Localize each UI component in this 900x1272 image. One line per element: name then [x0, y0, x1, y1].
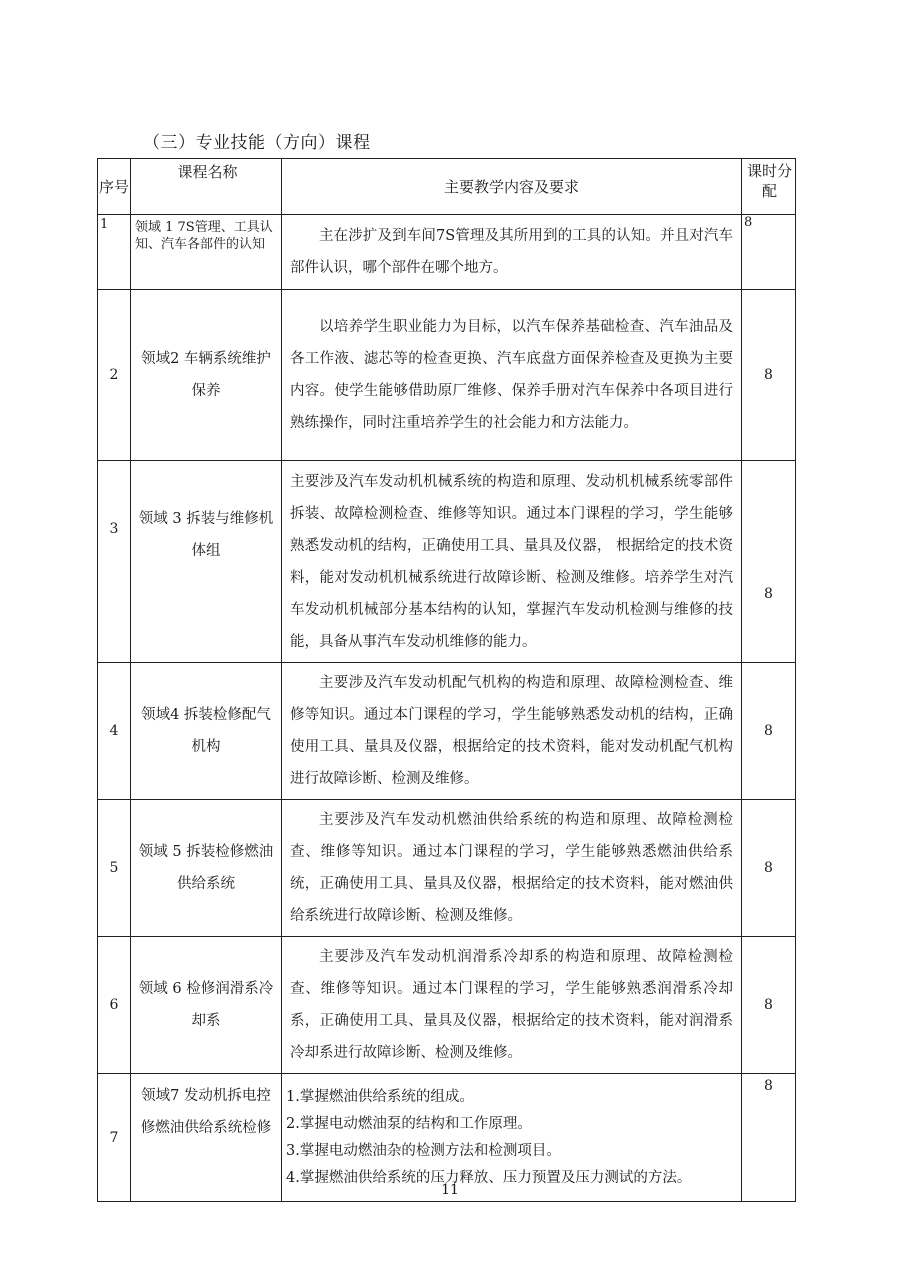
row-course-name: 领域4 拆装检修配气机构: [131, 663, 282, 800]
row-content: [282, 290, 742, 461]
list-item: 2.掌握电动燃油泵的结构和工作原理。: [286, 1115, 532, 1132]
row-course-name: 领域 5 拆装检修燃油供给系统: [131, 800, 282, 937]
row-no: 7: [98, 1074, 131, 1202]
row-no: 4: [98, 663, 131, 800]
table-row: [98, 937, 796, 1074]
table-row: [98, 461, 796, 663]
row-hours: 8: [742, 461, 796, 663]
row-content-text: 主要涉及汽车发动机机械系统的构造和原理、发动机机械系统零部件拆装、故障检测检查、维修等知识。通过本门课程的学习，学生能够熟悉发动机的结构，正确使用工具、量具及仪器， 根据给定的技术资料，能对发动机机械系统进行故障诊断、检测及维修。培养学生对汽车发动机机械部分基本结构的认知，掌握汽车发动机检测与维修的技能，具备从事汽车发动机维修的能力。: [290, 473, 733, 650]
row-course-name: 领域2 车辆系统维护保养: [131, 290, 282, 461]
page-number: 11: [441, 1182, 459, 1198]
row-content-text: 主要涉及汽车发动机润滑系冷却系的构造和原理、故障检测检查、维修等知识。通过本门课程的学习，学生能够熟悉润滑系冷却系，正确使用工具、量具及仪器，根据给定的技术资料，能对润滑系冷却系进行故障诊断、检测及维修。: [290, 949, 733, 1061]
course-table: [97, 158, 796, 1202]
header-no: 序号: [98, 159, 131, 215]
row-content: [282, 800, 742, 937]
row-hours: 8: [742, 937, 796, 1074]
row-hours: 8: [742, 290, 796, 461]
row-no: 1: [98, 215, 131, 290]
row-content: [282, 937, 742, 1074]
row-content-text: 主要涉及汽车发动机燃油供给系统的构造和原理、故障检测检查、维修等知识。通过本门课程的学习，学生能够熟悉燃油供给系统，正确使用工具、量具及仪器，根据给定的技术资料，能对燃油供给系统进行故障诊断、检测及维修。: [290, 812, 733, 924]
list-item: 1.掌握燃油供给系统的组成。: [286, 1088, 474, 1105]
row-content: [282, 663, 742, 800]
table-header-row: [98, 159, 796, 215]
row-course-name: 领域 3 拆装与维修机体组: [131, 461, 282, 663]
row-no: 6: [98, 937, 131, 1074]
list-item: 3.掌握电动燃油杂的检测方法和检测项目。: [286, 1142, 561, 1159]
table-row: [98, 215, 796, 290]
row-no: 2: [98, 290, 131, 461]
row-hours: 8: [742, 1074, 796, 1202]
row-no: 5: [98, 800, 131, 937]
row-course-name: 领域 6 检修润滑系冷却系: [131, 937, 282, 1074]
table-row: [98, 290, 796, 461]
row-course-name: 领域 1 7S管理、工具认知、汽车各部件的认知: [131, 215, 282, 290]
row-content: [282, 215, 742, 290]
section-heading: （三）专业技能（方向）课程: [143, 133, 371, 153]
row-hours: 8: [742, 800, 796, 937]
header-name: 课程名称: [131, 159, 282, 215]
row-content-text: 主要涉及汽车发动机配气机构的构造和原理、故障检测检查、维修等知识。通过本门课程的学习，学生能够熟悉发动机的结构，正确使用工具、量具及仪器，根据给定的技术资料，能对发动机配气机构进行故障诊断、检测及维修。: [290, 675, 733, 787]
row-course-name: 领域7 发动机拆电控修燃油供给系统检修: [131, 1074, 282, 1202]
row-no: 3: [98, 461, 131, 663]
header-hours: 课时分配: [742, 159, 796, 215]
row-content-text: 以培养学生职业能力为目标，以汽车保养基础检查、汽车油品及各工作液、滤芯等的检查更换、汽车底盘方面保养检查及更换为主要内容。使学生能够借助原厂维修、保养手册对汽车保养中各项目进行熟练操作，同时注重培养学生的社会能力和方法能力。: [290, 319, 733, 431]
table-row: [98, 663, 796, 800]
row-hours: 8: [742, 215, 796, 290]
row-content: [282, 461, 742, 663]
header-content: 主要教学内容及要求: [282, 159, 742, 215]
table-row: [98, 800, 796, 937]
row-content-text: 主在涉扩及到车间7S管理及其所用到的工具的认知。并且对汽车部件认识，哪个部件在哪个地方。: [290, 228, 733, 276]
list-item: 4.掌握燃油供给系统的压力释放、压力预置及压力测试的方法。: [286, 1169, 692, 1186]
row-hours: 8: [742, 663, 796, 800]
